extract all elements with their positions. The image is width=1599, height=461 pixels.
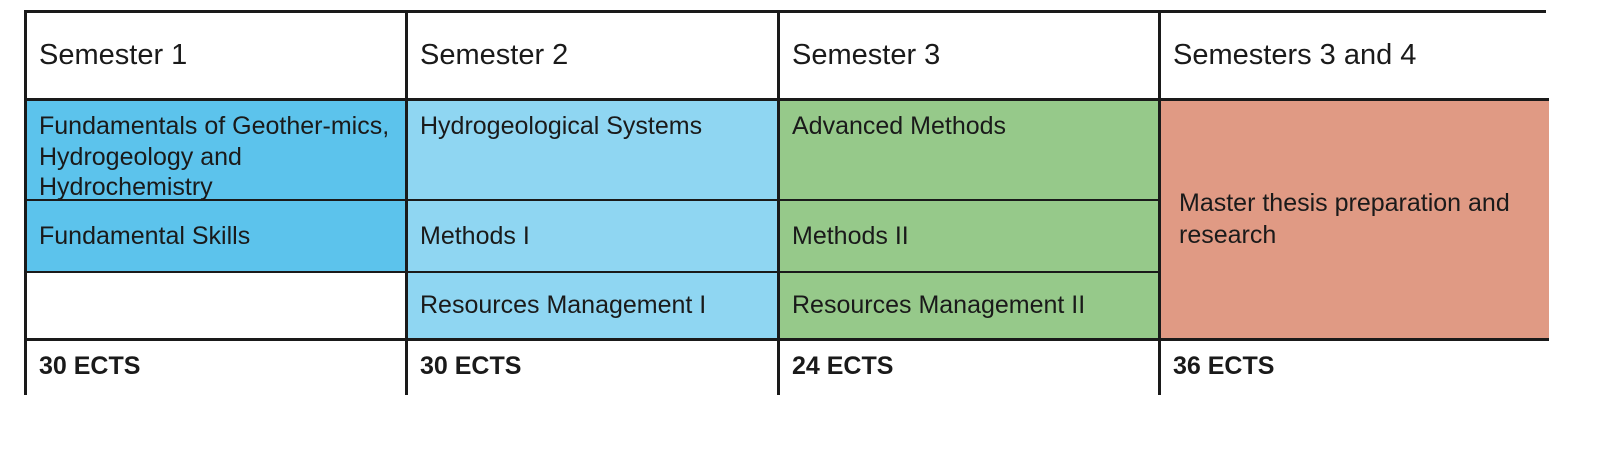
column-header-semester-3 [780,13,1161,101]
course-label: Advanced Methods [792,112,1007,140]
course-label: Methods II [792,221,909,250]
course-cell-s3-advanced-methods [780,101,1161,201]
ects-label: 24 ECTS [792,352,894,380]
ects-label: 30 ECTS [420,352,522,380]
course-cell-s1-fundamental-skills [27,201,408,273]
course-cell-s3-resources-management-ii [780,273,1161,341]
ects-semester-2 [408,341,780,395]
course-label: Resources Management I [420,291,707,320]
column-header-label: Semester 1 [39,38,188,71]
column-header-semesters-3-and-4 [1161,13,1549,101]
course-cell-s3-methods-ii [780,201,1161,273]
course-label: Fundamentals of Geother-mics, Hydrogeology and Hydrochemistry [39,112,390,201]
course-cell-master-thesis [1161,101,1549,341]
course-cell-s1-fundamentals [27,101,408,201]
ects-semesters-3-and-4 [1161,341,1549,395]
column-header-label: Semester 3 [792,38,941,71]
course-label: Hydrogeological Systems [420,112,703,140]
course-cell-s2-resources-management-i [408,273,780,341]
ects-semester-3 [780,341,1161,395]
column-header-semester-2 [408,13,780,101]
course-cell-s2-hydrogeological-systems [408,101,780,201]
ects-label: 30 ECTS [39,352,141,380]
course-label: Fundamental Skills [39,221,251,250]
course-label: Master thesis preparation and research [1179,189,1510,249]
course-cell-s1-empty [27,273,408,341]
column-header-label: Semesters 3 and 4 [1173,38,1417,71]
ects-semester-1 [27,341,408,395]
curriculum-grid [24,10,1546,395]
course-label: Methods I [420,221,530,250]
column-header-semester-1 [27,13,408,101]
ects-label: 36 ECTS [1173,352,1275,380]
column-header-label: Semester 2 [420,38,569,71]
course-cell-s2-methods-i [408,201,780,273]
course-label: Resources Management II [792,291,1086,320]
curriculum-table [24,10,1546,450]
